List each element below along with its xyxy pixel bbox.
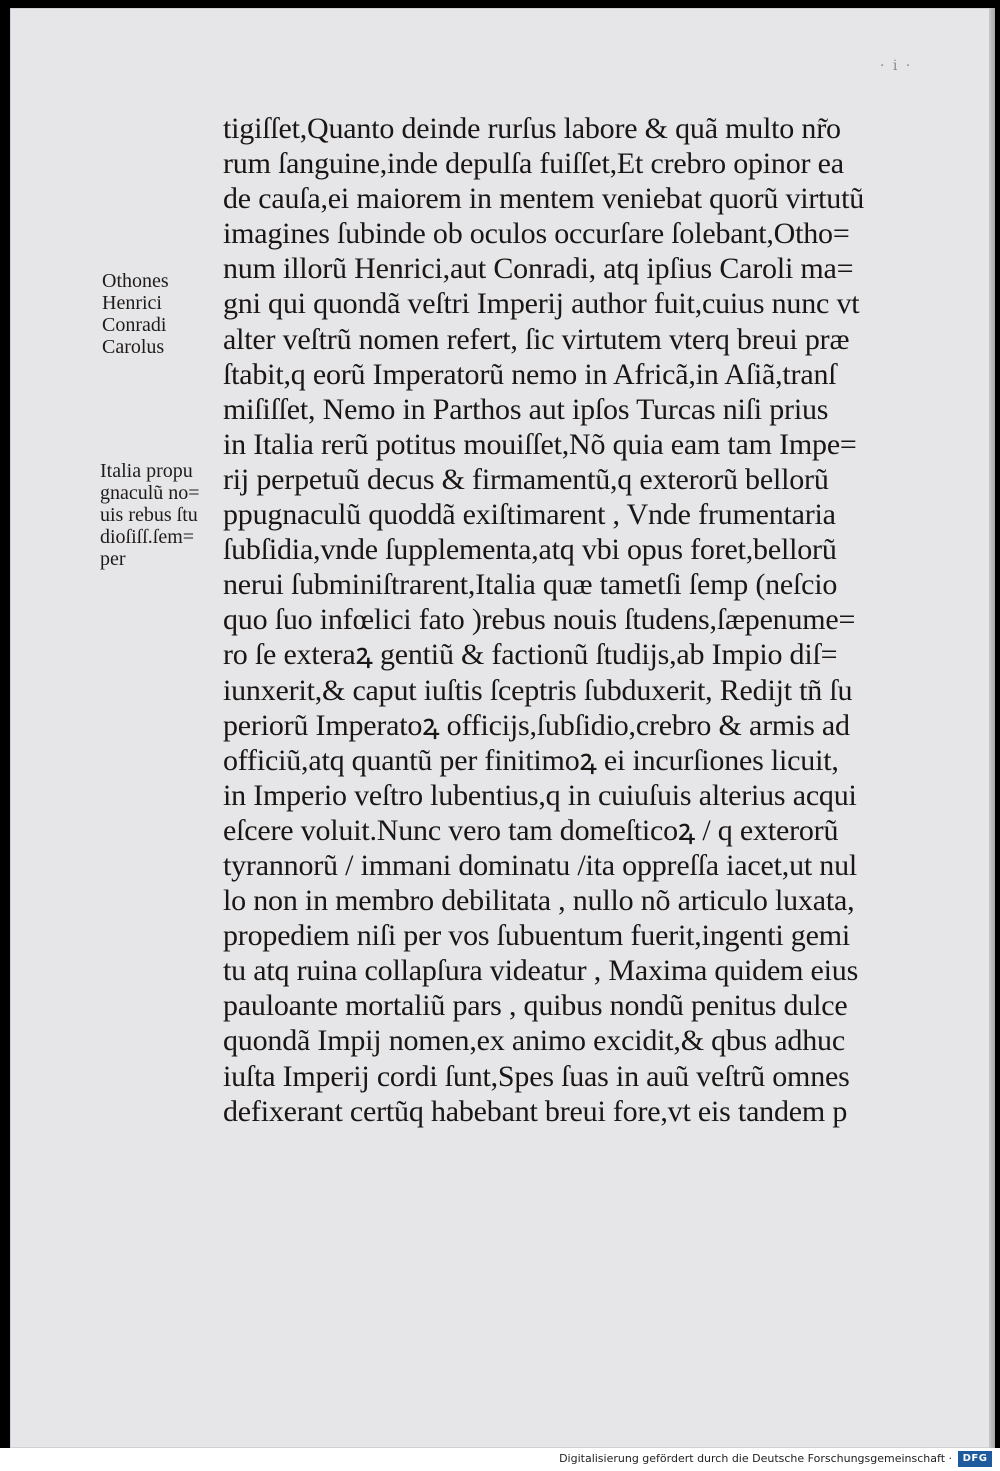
text-line: num illorũ Henrici,aut Conradi, atq ipſius Caroli ma= <box>223 252 854 286</box>
marginal-note-italia <box>100 460 200 570</box>
text-line: pauloante mortaliũ pars , quibus nondũ penitus dulce <box>223 989 848 1023</box>
text-line: de cauſa,ei maiorem in mentem veniebat quorũ virtutũ <box>223 182 865 216</box>
marginal-note-names <box>102 270 169 358</box>
text-line: quo ſuo infœlici fato )rebus nouis ſtudens,ſæpenume= <box>223 603 856 637</box>
text-line: ſubſidia,vnde ſupplementa,atq vbi opus foret,bellorũ <box>223 533 837 567</box>
text-line: rum ſanguine,inde depulſa fuiſſet,Et crebro opinor ea <box>223 147 844 181</box>
funding-credit: Digitalisierung gefördert durch die Deutsche Forschungsgemeinschaft · <box>559 1452 952 1465</box>
marginal-note-line: per <box>100 548 126 570</box>
text-line: quondã Impij nomen,ex animo excidit,& qbus adhuc <box>223 1024 845 1058</box>
text-line: periorũ Imperatoꝝ officijs,ſubſidio,crebro & armis ad <box>223 708 850 742</box>
dfg-logo-icon[interactable]: DFG <box>958 1451 992 1467</box>
text-line: propediem niſi per vos ſubuentum fuerit,ingenti gemi <box>223 919 850 953</box>
text-line: nerui ſubminiſtrarent,Italia quæ tametſi ſemp (neſcio <box>223 568 838 602</box>
book-page <box>10 8 995 1448</box>
folio-mark: · i · <box>880 58 913 74</box>
text-line: alter veſtrũ nomen refert, ſic virtutem vterq breui præ <box>223 322 850 356</box>
marginal-note-line: Conradi <box>102 314 167 336</box>
text-line: ro ſe exteraꝝ gentiũ & factionũ ſtudijs,ab Impio diſ= <box>223 638 838 672</box>
marginal-note-line: uis rebus ſtu <box>100 504 198 526</box>
footer-bar <box>0 1448 1000 1471</box>
text-line: eſcere voluit.Nunc vero tam domeſticoꝝ / q exterorũ <box>223 813 839 847</box>
text-line: in Imperio veſtro lubentius,q in cuiuſuis alterius acqui <box>223 778 857 812</box>
text-line: tu atq ruina collapſura videatur , Maxima quidem eius <box>223 954 859 988</box>
marginal-note-line: gnaculũ no= <box>100 482 200 504</box>
text-line: ppugnaculũ quoddã exiſtimarent , Vnde frumentaria <box>223 498 836 532</box>
marginal-note-line: Italia propu <box>100 460 193 482</box>
text-line: officiũ,atq quantũ per finitimoꝝ ei incurſiones licuit, <box>223 743 839 777</box>
text-line: imagines ſubinde ob oculos occurſare ſolebant,Otho= <box>223 217 850 251</box>
text-line: lo non in membro debilitata , nullo nõ articulo luxata, <box>223 884 855 918</box>
marginal-note-line: Henrici <box>102 292 162 314</box>
text-line: iuſta Imperij cordi ſunt,Spes ſuas in auũ veſtrũ omnes <box>223 1059 850 1093</box>
text-line: ſtabit,q eorũ Imperatorũ nemo in Africã,in Aſiã,tranſ <box>223 357 837 391</box>
text-line: defixerant certũq habebant breui fore,vt eis tandem p <box>223 1094 848 1128</box>
main-text-block <box>223 111 958 1129</box>
marginal-note-line: Carolus <box>102 336 165 358</box>
marginal-note-line: Othones <box>102 270 169 292</box>
text-line: in Italia rerũ potitus mouiſſet,Nõ quia eam tam Impe= <box>223 427 857 461</box>
page-edge <box>989 8 995 1448</box>
text-line: tyrannorũ / immani dominatu /ita oppreſſa iacet,ut nul <box>223 848 858 882</box>
text-line: tigiſſet,Quanto deinde rurſus labore & quã multo nr̃o <box>223 112 841 145</box>
text-line: miſiſſet, Nemo in Parthos aut ipſos Turcas niſi prius <box>223 392 829 426</box>
text-line: iunxerit,& caput iuſtis ſceptris ſubduxerit, Redijt tñ ſu <box>223 673 853 707</box>
text-line: rij perpetuũ decus & firmamentũ,q exterorũ bellorũ <box>223 462 829 496</box>
marginal-note-line: dioſiſſ.ſem= <box>100 526 195 548</box>
text-line: gni qui quondã veſtri Imperij author fuit,cuius nunc vt <box>223 287 860 321</box>
